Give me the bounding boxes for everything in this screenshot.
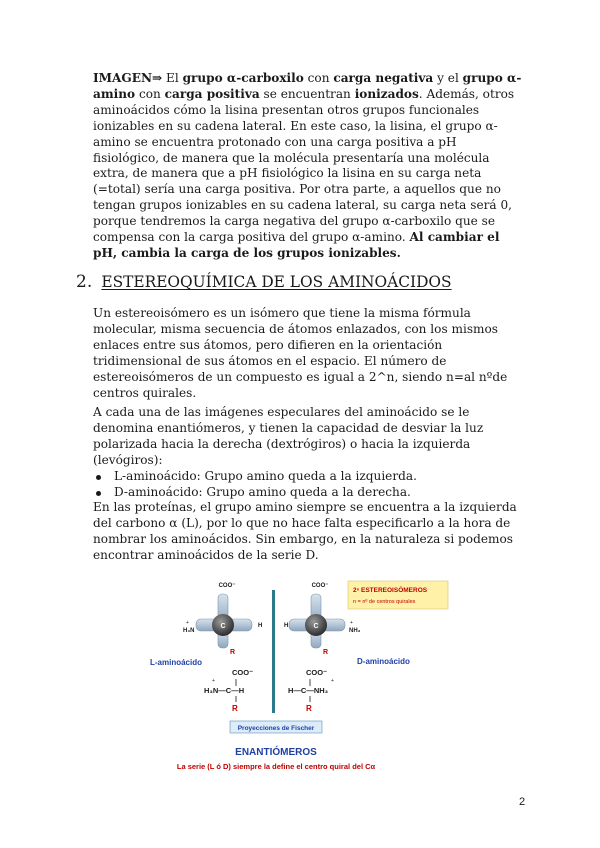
enantiomers-title: ENANTIÓMEROS: [235, 747, 317, 758]
d-fischer-r: R: [306, 704, 312, 713]
imagen-label: IMAGEN⇒: [93, 71, 163, 85]
l-h-label: H: [258, 623, 263, 629]
paragraph-ionization: [93, 71, 523, 262]
bullet-list: [93, 469, 523, 501]
d-plus: +: [350, 620, 353, 626]
text-run: El: [162, 71, 183, 85]
l-fischer-plus: +: [212, 678, 215, 684]
text-run: y el: [433, 71, 463, 85]
text-run: se encuentran: [259, 86, 355, 101]
section-title: ESTEREOQUÍMICA DE LOS AMINOÁCIDOS: [101, 273, 452, 291]
d-aminoacid-label: D-aminoácido: [357, 657, 410, 666]
fischer-label: Proyecciones de Fischer: [237, 725, 315, 732]
d-fischer-coo: COO⁻: [306, 668, 328, 677]
l-c-label: C: [220, 623, 226, 630]
box-title: 2ⁿ ESTEREOISÓMEROS: [353, 587, 428, 594]
l-fischer-middle: H₃N—C—H: [204, 686, 245, 695]
list-item: D-aminoácido: Grupo amino queda a la derecha.: [93, 485, 523, 501]
mirror-divider: [272, 590, 275, 713]
bold-run: Al cambiar el pH, cambia la carga de los grupos ionizables.: [93, 230, 500, 260]
l-molecule-model: [183, 583, 262, 656]
l-plus: +: [186, 620, 189, 626]
d-fischer-plus: +: [331, 678, 334, 684]
list-item: L-aminoácido: Grupo amino queda a la izquierda.: [93, 469, 523, 485]
bold-run: carga negativa: [333, 71, 434, 85]
l-coo-label: COO⁻: [218, 583, 236, 589]
l-r-label: R: [230, 649, 236, 656]
enantiomers-figure: [148, 572, 454, 780]
bold-run: grupo α-amino: [93, 71, 522, 101]
d-nh3-label: NH₃: [349, 628, 361, 634]
text-run: . Además, otros aminoácidos cómo la lisina presentan otros grupos funcionales ionizables en su cadena lateral. En este caso, la lisina, el grupo α-amino se encuentra protonado con una carga positiva a pH fisiológico, de manera que la molécula presentaría una molécula extra, de manera que a pH fisiológico la lisina en su carga neta (=total) sería una carga positiva. Por otra parte, a aquellos que no tengan grupos ionizables en su cadena lateral, su carga neta será 0, porque tendremos la carga negativa del grupo α-carboxilo que se compensa con la carga positiva del grupo α-amino.: [93, 86, 515, 245]
l-fischer-r: R: [232, 704, 238, 713]
l-aminoacid-label: L-aminoácido: [150, 658, 203, 667]
bold-run: grupo α-carboxilo: [182, 71, 304, 85]
section-heading: [76, 272, 452, 292]
enantiomers-intro: A cada una de las imágenes especulares del aminoácido se le denomina enantiómeros, y tienen la capacidad de desviar la luz polarizada hacia la derecha (dextrógiros) o hacia la izquierda (levógiros):: [93, 405, 484, 467]
l-h3n-label: H₃N: [183, 628, 195, 634]
bold-run: ionizados: [354, 86, 419, 101]
d-coo-label: COO⁻: [311, 583, 329, 589]
figure-svg: [148, 572, 454, 780]
section-number: 2.: [76, 272, 93, 292]
d-c-label: C: [313, 623, 319, 630]
box-subtitle: n = nº de centros quirales: [353, 599, 416, 605]
l-fischer-projection: [204, 668, 253, 713]
stereoisomer-box: [348, 581, 448, 609]
d-fischer-projection: [288, 668, 334, 713]
text-run: con: [303, 71, 334, 85]
paragraph-stereoisomer: Un estereoisómero es un isómero que tiene la misma fórmula molecular, misma secuencia de átomos enlazados, con los mismos enlaces entre sus átomos, pero difieren en la orientación tridimensional de sus átomos en el espacio. El número de estereoisómeros de un compuesto es igual a 2^n, siendo n=al nºde centros quirales.: [93, 306, 508, 400]
d-r-label: R: [323, 649, 329, 656]
page-number: 2: [519, 796, 526, 808]
figure-caption: La serie (L ó D) siempre la define el centro quiral del Cα: [176, 762, 376, 771]
text-run: con: [135, 86, 165, 101]
d-fischer-middle: H—C—NH₃: [288, 686, 329, 695]
d-h-label: H: [284, 623, 289, 629]
bold-run: carga positiva: [164, 86, 260, 101]
l-fischer-coo: COO⁻: [232, 668, 254, 677]
paragraph-enantiomers: [93, 405, 523, 564]
enantiomers-outro: En las proteínas, el grupo amino siempre se encuentra a la izquierda del carbono α (L), por lo que no hace falta especificarlo a la hora de nombrar los aminoácidos. Sin embargo, en la naturaleza si podemos encontrar aminoácidos de la serie D.: [93, 500, 517, 563]
